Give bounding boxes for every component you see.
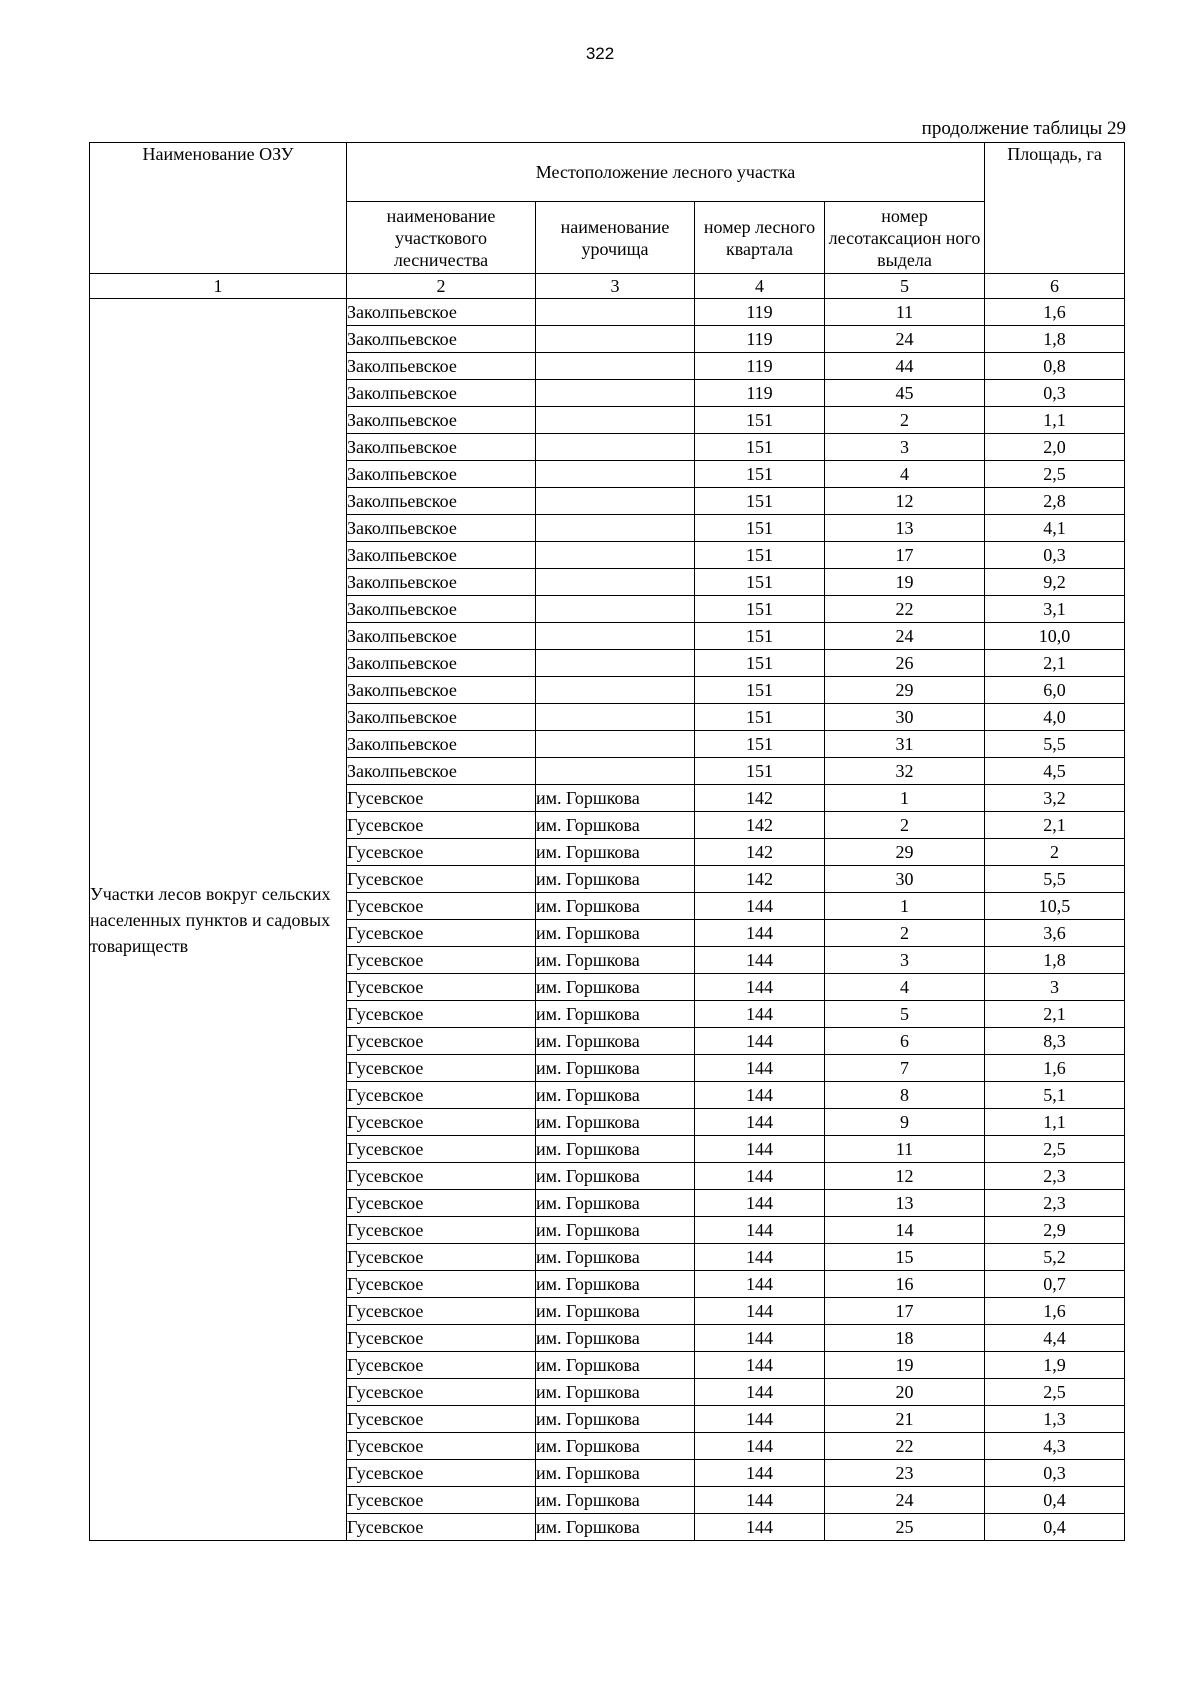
tract-cell: им. Горшкова [536,1244,695,1271]
allotment-cell: 2 [825,812,985,839]
allotment-cell: 20 [825,1379,985,1406]
forest-plots-table [89,142,1125,1541]
area-cell: 0,7 [985,1271,1125,1298]
allotment-cell: 29 [825,839,985,866]
district-cell: Гусевское [347,1325,536,1352]
area-cell: 1,3 [985,1406,1125,1433]
district-cell: Гусевское [347,1406,536,1433]
district-cell: Гусевское [347,893,536,920]
district-cell: Заколпьевское [347,623,536,650]
tract-cell: им. Горшкова [536,1055,695,1082]
area-cell: 1,8 [985,326,1125,353]
tract-cell [536,542,695,569]
district-cell: Заколпьевское [347,434,536,461]
district-cell: Гусевское [347,1244,536,1271]
area-cell: 2,8 [985,488,1125,515]
area-cell: 2,3 [985,1163,1125,1190]
tract-cell [536,353,695,380]
tract-cell [536,650,695,677]
quarter-cell: 144 [695,1163,825,1190]
district-cell: Гусевское [347,1109,536,1136]
quarter-cell: 151 [695,758,825,785]
allotment-cell: 31 [825,731,985,758]
table-caption: продолжение таблицы 29 [921,118,1126,139]
district-cell: Гусевское [347,839,536,866]
table-row [90,299,1125,326]
allotment-cell: 24 [825,623,985,650]
quarter-cell: 151 [695,515,825,542]
area-cell: 5,1 [985,1082,1125,1109]
district-cell: Заколпьевское [347,488,536,515]
district-cell: Гусевское [347,1298,536,1325]
tract-cell: им. Горшкова [536,1298,695,1325]
area-cell: 5,2 [985,1244,1125,1271]
district-cell: Заколпьевское [347,758,536,785]
district-cell: Гусевское [347,1001,536,1028]
area-cell: 9,2 [985,569,1125,596]
area-cell: 3 [985,974,1125,1001]
district-cell: Гусевское [347,1514,536,1541]
allotment-cell: 11 [825,1136,985,1163]
tract-cell: им. Горшкова [536,974,695,1001]
area-cell: 2,1 [985,650,1125,677]
allotment-cell: 4 [825,974,985,1001]
allotment-cell: 12 [825,488,985,515]
header-location: Местоположение лесного участка [347,143,985,202]
district-cell: Гусевское [347,1217,536,1244]
quarter-cell: 151 [695,407,825,434]
quarter-cell: 151 [695,677,825,704]
allotment-cell: 30 [825,704,985,731]
quarter-cell: 144 [695,1028,825,1055]
tract-cell [536,515,695,542]
allotment-cell: 21 [825,1406,985,1433]
quarter-cell: 142 [695,785,825,812]
district-cell: Гусевское [347,1082,536,1109]
district-cell: Заколпьевское [347,407,536,434]
tract-cell [536,299,695,326]
quarter-cell: 151 [695,461,825,488]
tract-cell: им. Горшкова [536,1325,695,1352]
quarter-cell: 142 [695,839,825,866]
column-number: 5 [825,274,985,299]
district-cell: Заколпьевское [347,569,536,596]
area-cell: 10,0 [985,623,1125,650]
area-cell: 2,1 [985,1001,1125,1028]
allotment-cell: 14 [825,1217,985,1244]
area-cell: 5,5 [985,731,1125,758]
tract-cell: им. Горшкова [536,1514,695,1541]
area-cell: 2,0 [985,434,1125,461]
allotment-cell: 24 [825,326,985,353]
district-cell: Гусевское [347,1433,536,1460]
district-cell: Заколпьевское [347,542,536,569]
tract-cell: им. Горшкова [536,1001,695,1028]
tract-cell: им. Горшкова [536,1487,695,1514]
allotment-cell: 19 [825,1352,985,1379]
district-cell: Заколпьевское [347,677,536,704]
tract-cell: им. Горшкова [536,1109,695,1136]
area-cell: 4,0 [985,704,1125,731]
tract-cell: им. Горшкова [536,1217,695,1244]
district-cell: Заколпьевское [347,596,536,623]
allotment-cell: 24 [825,1487,985,1514]
ozu-name-cell: Участки лесов вокруг сельских населенных пунктов и садовых товариществ [90,299,347,1541]
header-name-ozu: Наименование ОЗУ [90,143,347,274]
area-cell: 2,9 [985,1217,1125,1244]
quarter-cell: 144 [695,1460,825,1487]
allotment-cell: 4 [825,461,985,488]
allotment-cell: 17 [825,1298,985,1325]
district-cell: Заколпьевское [347,704,536,731]
tract-cell [536,596,695,623]
header-allotment: номер лесотаксацион ного выдела [825,202,985,274]
quarter-cell: 144 [695,974,825,1001]
allotment-cell: 22 [825,1433,985,1460]
district-cell: Гусевское [347,974,536,1001]
allotment-cell: 12 [825,1163,985,1190]
tract-cell [536,704,695,731]
quarter-cell: 144 [695,1406,825,1433]
quarter-cell: 144 [695,1244,825,1271]
district-cell: Гусевское [347,1487,536,1514]
quarter-cell: 151 [695,488,825,515]
column-number: 1 [90,274,347,299]
tract-cell [536,380,695,407]
page-number: 322 [585,44,615,63]
allotment-cell: 6 [825,1028,985,1055]
area-cell: 6,0 [985,677,1125,704]
area-cell: 1,6 [985,1298,1125,1325]
quarter-cell: 144 [695,947,825,974]
allotment-cell: 8 [825,1082,985,1109]
allotment-cell: 3 [825,947,985,974]
area-cell: 0,8 [985,353,1125,380]
header-area: Площадь, га [985,143,1125,274]
district-cell: Заколпьевское [347,461,536,488]
tract-cell: им. Горшкова [536,1028,695,1055]
tract-cell: им. Горшкова [536,1460,695,1487]
district-cell: Гусевское [347,920,536,947]
allotment-cell: 32 [825,758,985,785]
area-cell: 2 [985,839,1125,866]
tract-cell: им. Горшкова [536,1379,695,1406]
area-cell: 2,5 [985,461,1125,488]
header-district: наименование участкового лесничества [347,202,536,274]
area-cell: 3,2 [985,785,1125,812]
area-cell: 4,5 [985,758,1125,785]
allotment-cell: 9 [825,1109,985,1136]
tract-cell [536,407,695,434]
quarter-cell: 119 [695,299,825,326]
district-cell: Заколпьевское [347,353,536,380]
tract-cell: им. Горшкова [536,839,695,866]
allotment-cell: 5 [825,1001,985,1028]
area-cell: 4,1 [985,515,1125,542]
area-cell: 1,1 [985,407,1125,434]
allotment-cell: 3 [825,434,985,461]
tract-cell: им. Горшкова [536,866,695,893]
allotment-cell: 18 [825,1325,985,1352]
allotment-cell: 1 [825,893,985,920]
quarter-cell: 151 [695,704,825,731]
quarter-cell: 144 [695,920,825,947]
tract-cell [536,488,695,515]
quarter-cell: 144 [695,1217,825,1244]
area-cell: 1,9 [985,1352,1125,1379]
district-cell: Гусевское [347,1028,536,1055]
quarter-cell: 144 [695,1001,825,1028]
area-cell: 2,5 [985,1379,1125,1406]
quarter-cell: 119 [695,326,825,353]
quarter-cell: 142 [695,812,825,839]
allotment-cell: 7 [825,1055,985,1082]
area-cell: 3,1 [985,596,1125,623]
tract-cell: им. Горшкова [536,1352,695,1379]
allotment-cell: 13 [825,1190,985,1217]
quarter-cell: 151 [695,434,825,461]
allotment-cell: 17 [825,542,985,569]
quarter-cell: 119 [695,353,825,380]
column-number: 3 [536,274,695,299]
allotment-cell: 45 [825,380,985,407]
tract-cell: им. Горшкова [536,1190,695,1217]
district-cell: Заколпьевское [347,326,536,353]
tract-cell: им. Горшкова [536,1406,695,1433]
allotment-cell: 30 [825,866,985,893]
area-cell: 10,5 [985,893,1125,920]
area-cell: 0,4 [985,1514,1125,1541]
area-cell: 1,6 [985,299,1125,326]
district-cell: Гусевское [347,1271,536,1298]
quarter-cell: 144 [695,1190,825,1217]
area-cell: 0,4 [985,1487,1125,1514]
quarter-cell: 144 [695,1487,825,1514]
quarter-cell: 144 [695,1082,825,1109]
district-cell: Заколпьевское [347,731,536,758]
district-cell: Гусевское [347,1055,536,1082]
allotment-cell: 19 [825,569,985,596]
allotment-cell: 26 [825,650,985,677]
tract-cell [536,434,695,461]
area-cell: 0,3 [985,380,1125,407]
district-cell: Гусевское [347,1163,536,1190]
tract-cell: им. Горшкова [536,1082,695,1109]
quarter-cell: 144 [695,1433,825,1460]
header-tract: наименование урочища [536,202,695,274]
area-cell: 5,5 [985,866,1125,893]
area-cell: 1,6 [985,1055,1125,1082]
quarter-cell: 144 [695,1298,825,1325]
district-cell: Заколпьевское [347,380,536,407]
tract-cell: им. Горшкова [536,1433,695,1460]
area-cell: 1,1 [985,1109,1125,1136]
quarter-cell: 151 [695,596,825,623]
tract-cell: им. Горшкова [536,785,695,812]
quarter-cell: 144 [695,1514,825,1541]
tract-cell: им. Горшкова [536,812,695,839]
quarter-cell: 144 [695,1109,825,1136]
allotment-cell: 29 [825,677,985,704]
area-cell: 0,3 [985,542,1125,569]
allotment-cell: 23 [825,1460,985,1487]
column-number: 4 [695,274,825,299]
district-cell: Заколпьевское [347,299,536,326]
quarter-cell: 151 [695,569,825,596]
quarter-cell: 119 [695,380,825,407]
district-cell: Заколпьевское [347,650,536,677]
allotment-cell: 16 [825,1271,985,1298]
quarter-cell: 151 [695,650,825,677]
tract-cell [536,731,695,758]
area-cell: 0,3 [985,1460,1125,1487]
allotment-cell: 2 [825,920,985,947]
allotment-cell: 1 [825,785,985,812]
tract-cell [536,569,695,596]
district-cell: Гусевское [347,947,536,974]
quarter-cell: 144 [695,1055,825,1082]
quarter-cell: 151 [695,623,825,650]
tract-cell [536,326,695,353]
column-number: 6 [985,274,1125,299]
quarter-cell: 144 [695,1379,825,1406]
area-cell: 8,3 [985,1028,1125,1055]
area-cell: 2,1 [985,812,1125,839]
quarter-cell: 144 [695,1325,825,1352]
district-cell: Гусевское [347,785,536,812]
tract-cell: им. Горшкова [536,947,695,974]
allotment-cell: 22 [825,596,985,623]
quarter-cell: 151 [695,731,825,758]
column-number: 2 [347,274,536,299]
quarter-cell: 144 [695,1271,825,1298]
quarter-cell: 144 [695,1352,825,1379]
tract-cell: им. Горшкова [536,893,695,920]
quarter-cell: 144 [695,893,825,920]
district-cell: Гусевское [347,1136,536,1163]
area-cell: 3,6 [985,920,1125,947]
tract-cell [536,623,695,650]
area-cell: 2,5 [985,1136,1125,1163]
area-cell: 2,3 [985,1190,1125,1217]
allotment-cell: 2 [825,407,985,434]
tract-cell: им. Горшкова [536,920,695,947]
tract-cell: им. Горшкова [536,1136,695,1163]
tract-cell: им. Горшкова [536,1271,695,1298]
tract-cell [536,461,695,488]
allotment-cell: 44 [825,353,985,380]
district-cell: Гусевское [347,1460,536,1487]
tract-cell [536,677,695,704]
quarter-cell: 142 [695,866,825,893]
area-cell: 4,3 [985,1433,1125,1460]
tract-cell: им. Горшкова [536,1163,695,1190]
district-cell: Заколпьевское [347,515,536,542]
area-cell: 4,4 [985,1325,1125,1352]
allotment-cell: 25 [825,1514,985,1541]
tract-cell [536,758,695,785]
allotment-cell: 11 [825,299,985,326]
area-cell: 1,8 [985,947,1125,974]
district-cell: Гусевское [347,812,536,839]
district-cell: Гусевское [347,866,536,893]
allotment-cell: 13 [825,515,985,542]
quarter-cell: 144 [695,1136,825,1163]
district-cell: Гусевское [347,1379,536,1406]
allotment-cell: 15 [825,1244,985,1271]
district-cell: Гусевское [347,1190,536,1217]
quarter-cell: 151 [695,542,825,569]
header-quarter: номер лесного квартала [695,202,825,274]
district-cell: Гусевское [347,1352,536,1379]
